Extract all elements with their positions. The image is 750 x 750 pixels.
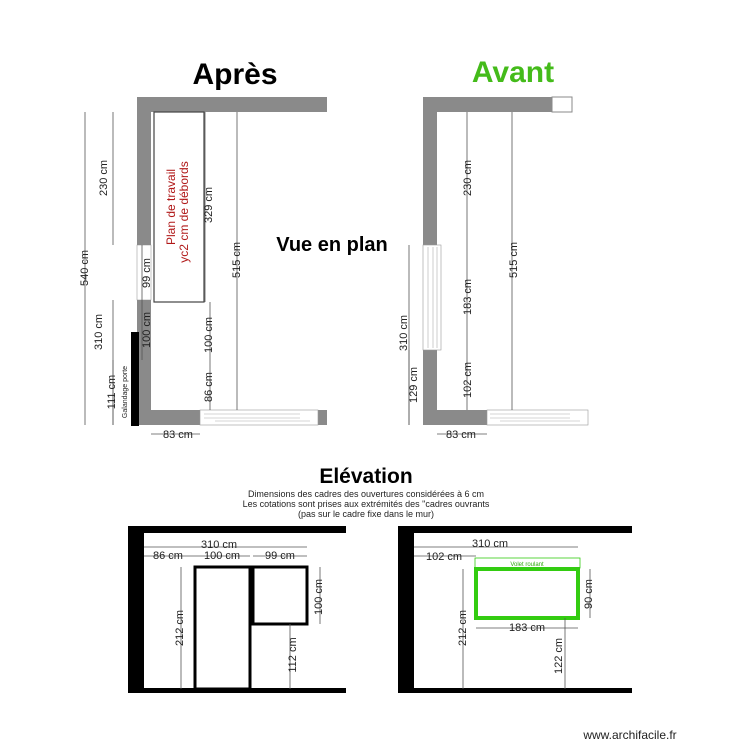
dim-90: 90 cm [583, 579, 595, 609]
dim-329: 329 cm [203, 186, 215, 224]
plan-avant [398, 97, 588, 441]
wall-right-stub [318, 410, 327, 425]
title-apres: Après [192, 58, 278, 91]
wall-top [137, 97, 327, 112]
dim-100b: 100 cm [313, 578, 325, 616]
note-line-2: Les cotations sont prises aux extrémités des "cadres ouvrants [242, 499, 490, 509]
dim-212: 212 cm [457, 609, 469, 647]
elevation-avant [398, 526, 632, 693]
note-line-1: Dimensions des cadres des ouvertures considérées à 6 cm [247, 489, 485, 499]
dim-310: 310 cm [471, 538, 509, 550]
dim-111: 111 cm [106, 374, 118, 410]
bay-opening [200, 410, 318, 425]
dim-310: 310 cm [93, 313, 105, 351]
dim-100a: 100 cm [141, 311, 153, 349]
worktop-label-1: Plan de travail [164, 168, 178, 246]
dim-86: 86 cm [203, 372, 215, 402]
wall-left-upper [137, 97, 151, 245]
dim-310: 310 cm [398, 314, 410, 352]
door-frame [195, 567, 250, 689]
dim-212: 212 cm [174, 609, 186, 647]
dim-100b: 100 cm [203, 316, 215, 354]
dim-102: 102 cm [462, 361, 474, 399]
dim-540: 540 cm [79, 249, 91, 287]
wall-top [423, 97, 572, 112]
dim-86: 86 cm [153, 550, 183, 562]
dim-83: 83 cm [163, 429, 193, 441]
floor-slab [398, 688, 632, 693]
wall-left [128, 526, 144, 693]
wall-left [398, 526, 414, 693]
galandage-door [131, 332, 139, 426]
title-elevation: Elévation [319, 465, 413, 488]
dim-183: 183 cm [508, 622, 546, 634]
dim-515: 515 cm [508, 241, 520, 279]
dim-99: 99 cm [265, 550, 295, 562]
dim-230: 230 cm [462, 159, 474, 197]
dim-230: 230 cm [98, 159, 110, 197]
window-left [423, 245, 441, 350]
dim-102: 102 cm [425, 551, 463, 563]
dim-83: 83 cm [446, 429, 476, 441]
galandage-label: Galandage porte [122, 365, 129, 419]
window-frame [253, 567, 307, 624]
dim-129: 129 cm [408, 366, 420, 404]
title-avant: Avant [471, 56, 555, 89]
dim-100a: 100 cm [203, 550, 241, 562]
title-vue-en-plan: Vue en plan [276, 234, 388, 256]
dim-122: 122 cm [553, 637, 565, 675]
note-line-3: (pas sur le cadre fixe dans le mur) [297, 509, 435, 519]
dim-310: 310 cm [200, 539, 238, 551]
plan-apres [79, 97, 327, 441]
window-frame [476, 569, 578, 618]
volet-label: Volet roulant [510, 562, 544, 568]
ceiling-slab [398, 526, 632, 533]
wall-top-end [552, 97, 572, 112]
footer-credit: www.archifacile.fr [583, 728, 677, 742]
worktop-label-2: yc2 cm de débords [177, 161, 191, 263]
ceiling-slab [128, 526, 346, 533]
dim-515: 515 cm [231, 241, 243, 279]
dim-99: 99 cm [141, 258, 153, 288]
dim-183: 183 cm [462, 278, 474, 316]
bay-opening [487, 410, 588, 425]
elevation-apres [128, 526, 346, 693]
dim-112: 112 cm [287, 637, 299, 673]
